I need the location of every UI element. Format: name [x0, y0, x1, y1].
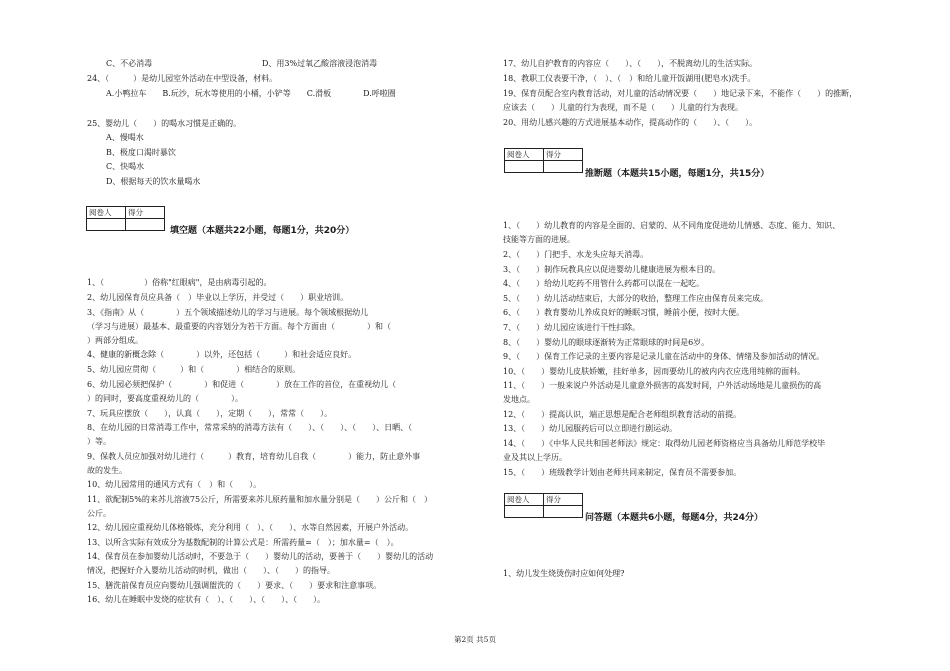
score-cell[interactable] — [126, 219, 165, 231]
text-line: 24、（ ）是幼儿园室外活动在中型设备，材料。 — [87, 74, 278, 83]
text-line: 17、幼儿自护教育的内容应（ ）、（ ），不脱离幼儿的生活实际。 — [503, 59, 758, 68]
text-line: 2、幼儿园保育员应具备（ ）毕业以上学历，并受过（ ）职业培训。 — [87, 293, 349, 302]
text-line: 7、（ ）幼儿园应该进行干性扫除。 — [503, 323, 641, 332]
score-box-qa — [504, 493, 583, 518]
text-line: 16、幼儿在睡眠中发烧的症状有（ ）、（ ）、（ ）、（ ）。 — [87, 595, 326, 604]
text-line: 情况，把握好介入婴幼儿活动的时机，做出（ ）、（ ）的指导。 — [87, 566, 335, 575]
score-cell[interactable] — [544, 161, 583, 173]
reviewer-cell[interactable] — [505, 506, 544, 518]
text-line: 18、教职工仪表要干净，（ ）、（ ）和给儿童开饭湖用(肥皂水)洗手。 — [503, 74, 756, 83]
section-title-qa: 问答题（本题共6小题，每题4分，共24分） — [585, 513, 764, 523]
text-line: ）两部分组成。 — [87, 336, 143, 345]
reviewer-label: 阅卷人 — [87, 207, 126, 219]
score-label: 得分 — [126, 207, 165, 219]
text-line: ）等。 — [87, 437, 111, 446]
text-line: 业及其以上学历。 — [503, 453, 567, 462]
text-line: B、极度口渴时暴饮 — [106, 148, 176, 157]
text-line: 应该去（ ）儿童的行为表现，而不是（ ）儿童的行为表现。 — [503, 103, 743, 112]
text-line: 6、（ ）教育婴幼儿养成良好的睡眠习惯，睡前小便，按时大便。 — [503, 308, 745, 317]
text-line: A、慢喝水 — [106, 133, 144, 142]
text-line: 2、（ ）门把手、水龙头应每天消毒。 — [503, 250, 649, 259]
reviewer-cell[interactable] — [505, 161, 544, 173]
text-line: A.小鸭拉车 B.玩沙，玩水等使用的小桶，小铲等 C.滑板 D.呼啦圈 — [106, 89, 396, 98]
text-line: 3、（ ）制作玩教具应以促进婴幼儿健康进展为根本目的。 — [503, 265, 721, 274]
text-line: 1、幼儿发生烧烫伤时应如何处理? — [503, 569, 625, 578]
reviewer-cell[interactable] — [87, 219, 126, 231]
text-line: 10、（ ）婴幼儿皮肤娇嫩，挂好单多，因而要幼儿的被内内衣应选用纯棉的面料。 — [503, 367, 806, 376]
score-cell[interactable] — [544, 506, 583, 518]
text-line: 25、婴幼儿（ ）的喝水习惯是正确的。 — [87, 119, 242, 128]
text-line: 9、（ ）保育工作记录的主要内容是记录儿童在活动中的身体、情绪及参加活动的情况。 — [503, 352, 825, 361]
text-line: 1、（ ）幼儿教育的内容是全面的、启蒙的、从不同角度促进幼儿情感、态度、能力、知识、 — [503, 221, 841, 230]
text-line: 15、（ ）班级教学计划由老师共同来制定，保育员不需要参加。 — [503, 468, 742, 477]
text-line: 19、保育员配合室内教育活动，对儿童的活动情况要（ ）地记录下来，不能作（ ）的推断， — [503, 89, 858, 98]
text-line: 15、膳洗前保育员应向婴幼儿强调盥洗的（ ）要求、（ ）要求和注意事项。 — [87, 581, 382, 590]
text-line: D、根据每天的饮水量喝水 — [106, 177, 201, 186]
text-line: 14、保育员在参加婴幼儿活动时，不要急于（ ）婴幼儿的活动，要善于（ ）婴幼儿的活动 — [87, 552, 434, 561]
reviewer-label: 阅卷人 — [505, 149, 544, 161]
text-line: 5、（ ）幼儿活动结束后，大部分的收拾，整理工作应由保育员来完成。 — [503, 294, 769, 303]
text-line: C、不必消毒 — [106, 59, 153, 68]
text-line: 4、健康的新概念除（ ）以外，还包括（ ）和社会适应良好。 — [87, 350, 357, 359]
text-line: 11、（ ）一般来说户外活动是儿童意外损害的高发时间，户外活动场地是儿童损伤的高 — [503, 381, 822, 390]
text-line: 20、用幼儿感兴趣的方式进展基本动作，提高动作的（ ）、（ ）。 — [503, 118, 758, 127]
text-line: 12、幼儿园应重视幼儿体格锻炼，充分利用（ ）、（ ）、水等自然因素，开展户外活动。 — [87, 523, 414, 532]
text-line: 9、保教人员应加强对幼儿进行（ ）教育，培育幼儿自我（ ）能力，防止意外事 — [87, 452, 421, 461]
text-line: 7、玩具应摆放（ ），认真（ ），定期（ ），常常（ ）。 — [87, 409, 333, 418]
text-line: 3、《指南》从（ ）五个领域描述幼儿的学习与进展。每个领域根据幼儿 — [87, 308, 369, 317]
text-line: 技能等方面的进展。 — [503, 235, 575, 244]
text-line: 14、（ ）《中华人民共和国老师法》规定：取得幼儿园老师资格应当具备幼儿师范学校毕 — [503, 439, 826, 448]
text-line: D、用3%过氧乙酸溶液浸泡消毒 — [262, 59, 378, 68]
text-line: 11、欲配制5%的来苏儿溶液75公斤，所需要来苏儿原药量和加水量分别是（ ）公斤和（ ） — [87, 495, 433, 504]
text-line: 公斤。 — [87, 509, 111, 518]
section-title-fill: 填空题（本题共22小题，每题1分，共20分） — [170, 226, 355, 236]
score-box-fill — [86, 206, 165, 231]
score-box-judge — [504, 148, 583, 173]
text-line: （学习与进展）最基本、最重要的内容划分为若干方面。每个方面由（ ）和（ — [87, 322, 415, 331]
text-line: 发地点。 — [503, 395, 535, 404]
text-line: 5、幼儿园应贯彻（ ）和（ ）相结合的原则。 — [87, 365, 301, 374]
text-line: C、快喝水 — [106, 162, 145, 171]
page-number: 第2页 共5页 — [454, 635, 496, 644]
section-title-judge: 推断题（本题共15小题，每题1分，共15分） — [585, 169, 770, 179]
score-label: 得分 — [544, 494, 583, 506]
text-line: 6、幼儿园必须把保护（ ）和促进（ ）放在工作的首位，在重视幼儿（ — [87, 380, 397, 389]
text-line: 12、（ ）提高认识，端正思想是配合老师组织教育活动的前提。 — [503, 410, 742, 419]
text-line: 4、（ ）给幼儿吃药不用管什么药都可以混在一起吃。 — [503, 279, 705, 288]
text-line: 8、在幼儿园的日常消毒工作中，常常采纳的消毒方法有（ ）、（ ）、（ ）、日晒、（ — [87, 423, 421, 432]
reviewer-label: 阅卷人 — [505, 494, 544, 506]
score-label: 得分 — [544, 149, 583, 161]
text-line: ）的同时，要高度重视幼儿的（ ）。 — [87, 394, 243, 403]
text-line: 13、以所含实际有效成分为基数配制的计算公式是：所需药量=（ ）；加水量=（ ）。 — [87, 538, 399, 547]
text-line: 13、（ ）幼儿园服药后可以立即进行剧运动。 — [503, 424, 678, 433]
text-line: 1、（ ）俗称"红眼病"，是由病毒引起的。 — [87, 278, 272, 287]
text-line: 10、幼儿园常用的通风方式有（ ）和（ ）。 — [87, 480, 262, 489]
text-line: 8、（ ）婴幼儿的眼球逐渐转为正常眼球的时间是6岁。 — [503, 338, 710, 347]
text-line: 故的发生。 — [87, 466, 127, 475]
